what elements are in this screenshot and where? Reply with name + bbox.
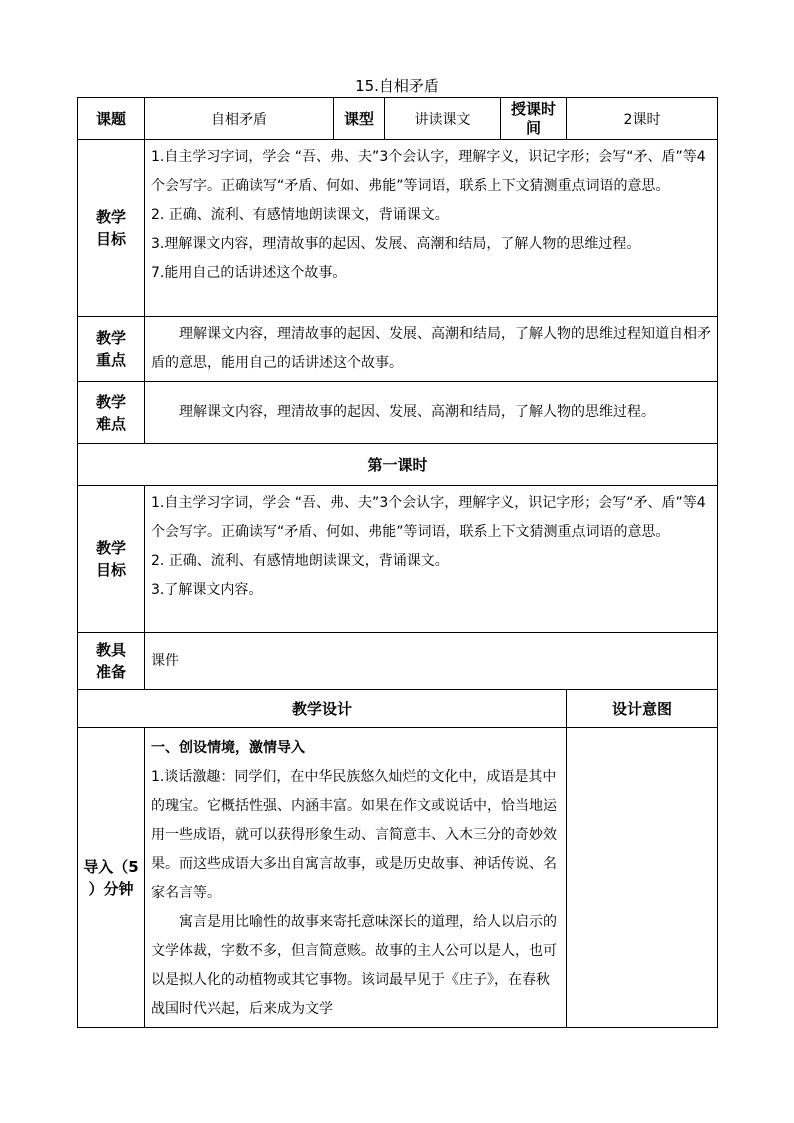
- goal-item: 1.自主学习字词，学会 “吾、弗、夫”3个会认字，理解字义，识记字形；会写“矛、盾”等4个会写字。正确读写“矛盾、何如、弗能”等词语，联系上下文猜测重点词语的意思。: [151, 495, 706, 540]
- intro-paragraph: 寓言是用比喻性的故事来寄托意味深长的道理，给人以启示的文学体裁，字数不多，但言简意赅。故事的主人公可以是人，也可以是拟人化的动植物或其它事物。该词最早见于《庄子》，在春秋战国时代兴起，后来成为文学: [151, 914, 557, 1017]
- topic-value: 自相矛盾: [145, 98, 334, 140]
- goals-content: [145, 140, 718, 317]
- intro-duration-label: 导入（5 ）分钟: [78, 728, 145, 1028]
- goal-item: 2. 正确、流利、有感情地朗读课文，背诵课文。: [151, 207, 449, 223]
- topic-label: 课题: [78, 98, 145, 140]
- time-label: 授课时间: [501, 98, 567, 140]
- intro-heading: 一、创设情境，激情导入: [151, 740, 305, 756]
- difficulties-row: [78, 382, 718, 444]
- lesson1-heading-row: [78, 444, 718, 486]
- type-label: 课型: [334, 98, 385, 140]
- intro-row: [78, 728, 718, 1028]
- design-header: 教学设计: [78, 690, 567, 728]
- intro-paragraph: 1.谈话激趣：同学们，在中华民族悠久灿烂的文化中，成语是其中的瑰宝。它概括性强、内涵丰富。如果在作文或说话中，恰当地运用一些成语，就可以获得形象生动、言简意丰、入木三分的奇妙效果。而这些成语大多出自寓言故事，或是历史故事、神话传说、名家名言等。: [151, 769, 557, 901]
- tools-content: 课件: [145, 633, 718, 690]
- key-points-label: 教学重点: [78, 317, 145, 382]
- goals-row: [78, 140, 718, 317]
- key-points-content: 理解课文内容，理清故事的起因、发展、高潮和结局，了解人物的思维过程知道自相矛盾的意思，能用自己的话讲述这个故事。: [145, 317, 718, 382]
- tools-row: [78, 633, 718, 690]
- lesson1-goals-row: [78, 486, 718, 633]
- lesson1-goals-label: 教学目标: [78, 486, 145, 633]
- type-value: 讲读课文: [385, 98, 501, 140]
- lesson1-heading: 第一课时: [78, 444, 718, 486]
- goal-item: 2. 正确、流利、有感情地朗读课文，背诵课文。: [151, 553, 449, 569]
- difficulties-label: 教学难点: [78, 382, 145, 444]
- time-value: 2课时: [567, 98, 718, 140]
- intent-cell: [567, 728, 718, 1028]
- design-header-row: [78, 690, 718, 728]
- header-row: [78, 98, 718, 140]
- intent-header: 设计意图: [567, 690, 718, 728]
- goal-item: 3.理解课文内容，理清故事的起因、发展、高潮和结局，了解人物的思维过程。: [151, 236, 641, 252]
- document-title: 15.自相矛盾: [355, 77, 439, 95]
- intro-content: [145, 728, 567, 1028]
- lesson-plan-table: [77, 97, 718, 1028]
- goal-item: 3.了解课文内容。: [151, 582, 263, 598]
- goal-item: 1.自主学习字词，学会 “吾、弗、夫”3个会认字，理解字义，识记字形；会写“矛、盾”等4个会写字。正确读写“矛盾、何如、弗能”等词语，联系上下文猜测重点词语的意思。: [151, 149, 706, 194]
- key-points-row: [78, 317, 718, 382]
- lesson1-goals-content: [145, 486, 718, 633]
- goals-label: 教学目标: [78, 140, 145, 317]
- difficulties-content: 理解课文内容，理清故事的起因、发展、高潮和结局，了解人物的思维过程。: [145, 382, 718, 444]
- tools-label: 教具准备: [78, 633, 145, 690]
- goal-item: 7.能用自己的话讲述这个故事。: [151, 265, 347, 281]
